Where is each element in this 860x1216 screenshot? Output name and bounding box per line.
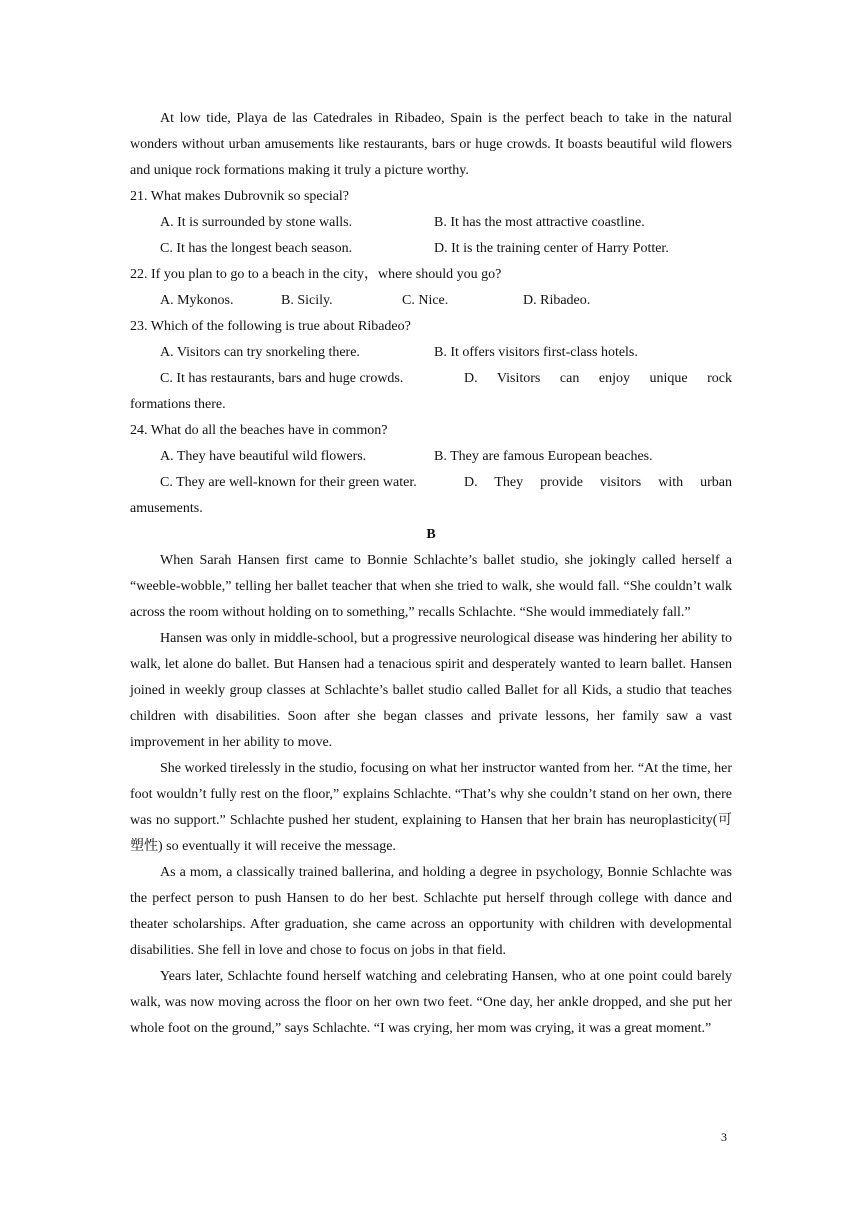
question-21-options-row-1	[130, 210, 732, 236]
question-22-option-b: B. Sicily.	[281, 293, 333, 308]
question-24-options-row-2	[130, 470, 732, 496]
passage-b-paragraph-1: When Sarah Hansen first came to Bonnie Schlachte’s ballet studio, she jokingly called herself a “weeble-wobble,” telling her ballet teacher that when she tried to walk, she would fall. “She couldn’t walk across the room without holding on to something,” recalls Schlachte. “She would immediately fall.”	[130, 553, 732, 620]
passage-b-paragraph-5: Years later, Schlachte found herself watching and celebrating Hansen, who at one point could barely walk, was now moving across the floor on her own two feet. “One day, her ankle dropped, and she put her whole foot on the ground,” says Schlachte. “I was crying, her mom was crying, it was a great moment.”	[130, 969, 732, 1036]
question-24-option-a: A. They have beautiful wild flowers.	[160, 449, 367, 464]
question-23-options-row-2	[130, 366, 732, 392]
intro-paragraph: At low tide, Playa de las Catedrales in Ribadeo, Spain is the perfect beach to take in the natural wonders without urban amusements like restaurants, bars or huge crowds. It boasts beautiful wild flowers and unique rock formations making it truly a picture worthy.	[130, 111, 732, 178]
question-21-options-row-2	[130, 236, 732, 262]
section-b-heading: B	[426, 527, 436, 542]
question-21-option-a: A. It is surrounded by stone walls.	[160, 215, 353, 230]
question-21-stem: 21. What makes Dubrovnik so special?	[130, 189, 350, 204]
question-24-options-row-1	[130, 444, 732, 470]
question-22-option-c: C. Nice.	[402, 293, 449, 308]
question-22-option-d: D. Ribadeo.	[523, 293, 591, 308]
question-24-option-c: C. They are well-known for their green water.	[160, 475, 417, 490]
document-page	[130, 106, 732, 1042]
passage-b-paragraph-2: Hansen was only in middle-school, but a progressive neurological disease was hindering her ability to walk, let alone do ballet. But Hansen had a tenacious spirit and desperately wanted to learn ballet. Hansen joined in weekly group classes at Schlachte’s ballet studio called Ballet for all Kids, a studio that teaches children with disabilities. Soon after she began classes and private lessons, her family saw a vast improvement in her ability to move.	[130, 631, 732, 750]
passage-b-paragraph-3: She worked tirelessly in the studio, focusing on what her instructor wanted from her. “At the time, her foot wouldn’t fully rest on the floor,” explains Schlachte. “That’s why she couldn’t stand on her own, there was no support.” Schlachte pushed her student, explaining to Hansen that her brain has neuroplasticity(可塑性) so eventually it will receive the message.	[130, 761, 732, 854]
passage-b-paragraph-4: As a mom, a classically trained ballerina, and holding a degree in psychology, Bonnie Schlachte was the perfect person to push Hansen to do her best. Schlachte put herself through college with dance and theater scholarships. After graduation, she came across an opportunity with children with developmental disabilities. She fell in love and chose to focus on jobs in that field.	[130, 865, 732, 958]
question-23-option-d: D. Visitors can enjoy unique rock	[464, 371, 732, 386]
question-22-stem: 22. If you plan to go to a beach in the city，where should you go?	[130, 267, 502, 282]
question-24-option-d: D. They provide visitors with urban	[464, 475, 732, 490]
question-22-option-a: A. Mykonos.	[160, 293, 234, 308]
question-21-option-b: B. It has the most attractive coastline.	[434, 215, 645, 230]
question-23-options-row-1	[130, 340, 732, 366]
question-21-option-d: D. It is the training center of Harry Potter.	[434, 241, 669, 256]
question-23-option-a: A. Visitors can try snorkeling there.	[160, 345, 360, 360]
question-24-stem: 24. What do all the beaches have in common?	[130, 423, 388, 438]
question-24-option-b: B. They are famous European beaches.	[434, 449, 653, 464]
question-23-option-c: C. It has restaurants, bars and huge crowds.	[160, 371, 404, 386]
question-22-options-row	[130, 288, 732, 314]
question-21-option-c: C. It has the longest beach season.	[160, 241, 353, 256]
question-23-stem: 23. Which of the following is true about Ribadeo?	[130, 319, 411, 334]
question-23-option-d-continued: formations there.	[130, 397, 226, 412]
question-23-option-b: B. It offers visitors first-class hotels.	[434, 345, 638, 360]
question-24-option-d-continued: amusements.	[130, 501, 203, 516]
page-number: 3	[721, 1130, 727, 1144]
